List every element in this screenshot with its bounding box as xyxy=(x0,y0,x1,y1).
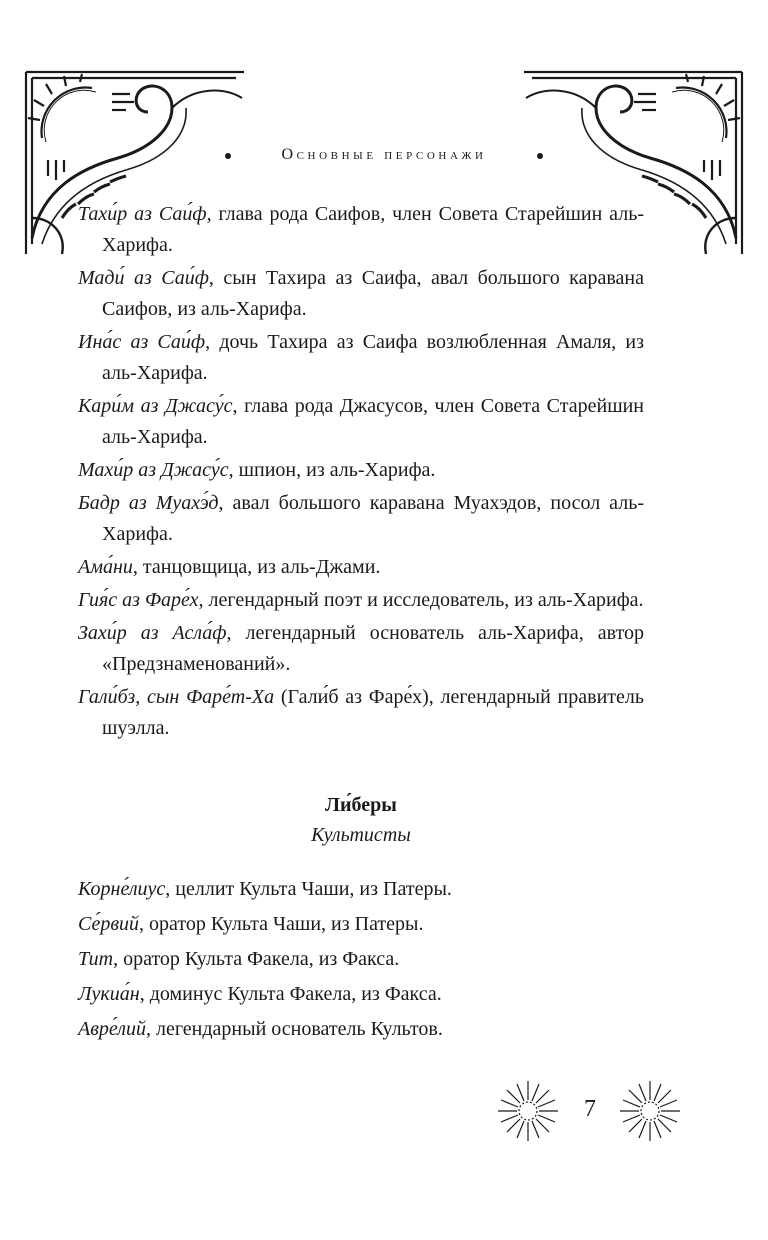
character-description: , глава рода Джасусов, член Совета Старейшин аль-Харифа. xyxy=(102,395,645,448)
character-name: Тит xyxy=(78,948,114,970)
liberi-entry xyxy=(78,909,644,940)
character-entry xyxy=(78,488,644,550)
character-description: , оратор Культа Факела, из Факса. xyxy=(113,948,400,970)
character-name: Тахи́р аз Саи́ф xyxy=(78,203,207,225)
liberi-entry xyxy=(78,944,644,975)
character-description: , оратор Культа Чаши, из Патеры. xyxy=(139,913,424,935)
character-list xyxy=(78,199,644,1049)
character-description: , танцовщица, из аль-Джами. xyxy=(132,556,381,578)
character-entry xyxy=(78,391,644,453)
liberi-entry xyxy=(78,979,644,1010)
character-description: легендарный основатель Культов. xyxy=(151,1018,443,1040)
character-name: Кари́м аз Джасу́с xyxy=(78,395,233,417)
character-description: , глава рода Саифов, член Совета Старейшин аль-Харифа. xyxy=(102,203,644,256)
character-entry xyxy=(78,263,644,325)
character-name: Гали́бз, сын Фаре́т-Ха xyxy=(78,686,275,708)
section-title: Ли́беры xyxy=(325,794,397,816)
character-entry xyxy=(78,552,644,583)
character-description: (Гали́б аз Фаре́х), легендарный правитель шуэлла. xyxy=(102,686,644,739)
character-name: Махи́р аз Джасу́с xyxy=(78,459,229,481)
page-folio xyxy=(496,1076,684,1146)
character-description: , легендарный поэт и исследователь, из аль-Харифа. xyxy=(198,589,644,611)
character-entry xyxy=(78,585,644,616)
character-description: , дочь Тахира аз Саифа возлюбленная Амаля, из аль-Харифа. xyxy=(102,331,644,384)
starburst-icon xyxy=(496,1079,560,1143)
character-name: Авре́лий, xyxy=(78,1018,151,1040)
character-entry xyxy=(78,199,644,261)
character-name: Корне́лиус xyxy=(78,878,166,900)
character-name: Захи́р аз Асла́ф xyxy=(78,622,227,644)
running-head: Основные персонажи xyxy=(281,146,487,163)
character-name: Ина́с аз Саи́ф xyxy=(78,331,206,353)
character-name: Мади́ аз Саи́ф xyxy=(78,267,209,289)
character-description: , шпион, из аль-Харифа. xyxy=(228,459,436,481)
character-description: , авал большого каравана Муахэдов, посол аль-Харифа. xyxy=(102,492,644,545)
section-subtitle: Культисты xyxy=(311,824,411,846)
character-description: , доминус Культа Факела, из Факса. xyxy=(139,983,442,1005)
character-description: , легендарный основатель аль-Харифа, автор «Предзнаменований». xyxy=(102,622,644,675)
character-entry xyxy=(78,682,644,744)
character-description: , целлит Культа Чаши, из Патеры. xyxy=(165,878,452,900)
liberi-entry xyxy=(78,1014,644,1045)
liberi-entry xyxy=(78,874,644,905)
sun-rays-icon xyxy=(28,74,134,180)
character-description: , сын Тахира аз Саифа, авал большого каравана Саифов, из аль-Харифа. xyxy=(102,267,644,320)
page-number: 7 xyxy=(584,1096,596,1122)
character-entry xyxy=(78,618,644,680)
sun-rays-icon xyxy=(634,74,740,180)
character-name: Гия́с аз Фаре́х xyxy=(78,589,199,611)
character-name: Лукиа́н xyxy=(78,983,140,1005)
starburst-icon xyxy=(618,1079,682,1143)
character-name: Се́рвий xyxy=(78,913,140,935)
character-entry xyxy=(78,327,644,389)
character-name: Ама́ни xyxy=(78,556,133,578)
character-entry xyxy=(78,455,644,486)
character-name: Бадр аз Муахэ́д xyxy=(78,492,219,514)
